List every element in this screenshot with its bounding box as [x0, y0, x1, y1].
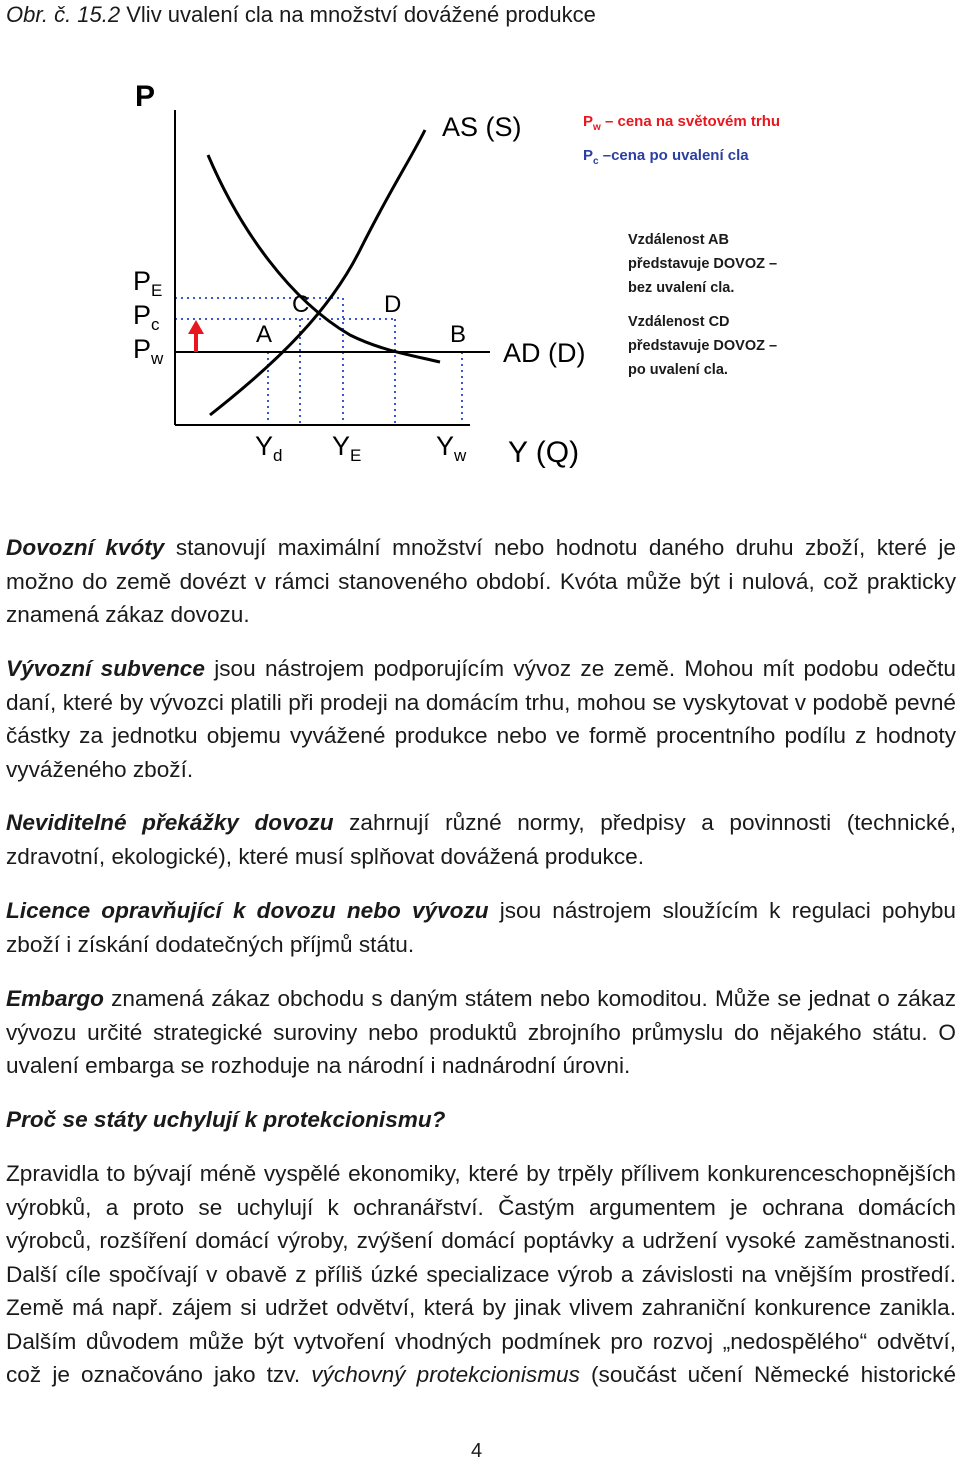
axis-p-label: P [135, 80, 156, 113]
point-a: A [256, 321, 273, 348]
text-embargo: znamená zákaz obchodu s daným státem nebo komoditou. Může se jednat o zákaz vývozu určité strategické suroviny nebo produktů zbrojního průmyslu do nějakého státu. O uvalení embarga se rozhoduje na národní i nadnárodní úrovni. [6, 986, 956, 1078]
note-ab-line-3: bez uvalení cla. [628, 280, 735, 296]
text-protectionism-tail: (součást učení Německé historické [579, 1362, 957, 1387]
supply-label: AS (S) [442, 112, 522, 142]
figure-caption [6, 2, 596, 28]
term-licences: Licence opravňující k dovozu nebo vývozu [6, 898, 489, 923]
note-ab-line-1: Vzdálenost AB [628, 232, 729, 248]
point-d: D [384, 291, 402, 318]
term-barriers: Neviditelné překážky dovozu [6, 810, 334, 835]
legend-pc: $P_c$ –cena po uvalení cla [583, 147, 749, 167]
point-c: C [292, 291, 310, 318]
yw-label: $Y_w$ [436, 431, 467, 465]
demand-curve [210, 130, 425, 415]
term-quotas: Dovozní kvóty [6, 535, 165, 560]
text-protectionism: Zpravidla to bývají méně vyspělé ekonomiky, které by trpěly přílivem konkurenceschopnějších výrobků, a proto se uchylují k ochranářství. Častým argumentem je ochrana domácích výrobců, rozšíření domácí výroby, zvýšení domácí poptávky a udržení vysoké zaměstnanosti. Další cíle spočívají v obavě z příliš úzké specializace výrob a závislosti na vnějším prostředí. Země má např. zájem si udržet odvětví, která by jinak vlivem zahraniční konkurence zanikla. Dalším důvodem může být vytvoření vhodných podmínek pro rozvoj „nedospělého“ odvětví, což je označováno jako tzv. [6, 1161, 956, 1387]
tariff-arrow [188, 320, 204, 352]
text-barriers: zahrnují různé normy, předpisy a povinnosti (technické, zdravotní, ekologické), které musí splňovat dovážená produkce. [6, 810, 956, 869]
paragraph-quotas [6, 531, 956, 632]
caption-title: Vliv uvalení cla na množství dovážené produkce [126, 2, 596, 27]
note-cd [628, 314, 777, 378]
point-b: B [450, 321, 467, 348]
caption-prefix: Obr. č. 15.2 [6, 2, 127, 27]
paragraph-embargo [6, 982, 956, 1083]
ye-label: $Y_E$ [332, 431, 362, 465]
paragraph-subsidies [6, 652, 956, 786]
section-heading [6, 1103, 956, 1137]
pe-label: $P_E$ [133, 266, 163, 300]
note-ab [628, 232, 777, 296]
term-educational-protectionism: výchovný protekcionismus [311, 1362, 580, 1387]
yd-label: $Y_d$ [255, 431, 283, 465]
note-cd-line-3: po uvalení cla. [628, 362, 728, 378]
text-licences: jsou nástrojem sloužícím k regulaci pohybu zboží i získání dodatečných příjmů státu. [6, 898, 956, 957]
pw-label: $P_w$ [133, 334, 164, 368]
heading-protectionism: Proč se státy uchylují k protekcionismu? [6, 1107, 446, 1132]
term-subsidies: Vývozní subvence [6, 656, 205, 681]
tariff-diagram [0, 60, 960, 480]
text-subsidies: jsou nástrojem podporujícím vývoz ze země. Mohou mít podobu odečtu daní, které by vývozci platili při prodeji na domácím trhu, mohou se vyskytovat v podobě pevné částky za jednotku objemu vyvážené produkce nebo ve formě procentního podílu z hodnoty vyváženého zboží. [6, 656, 956, 782]
note-cd-line-2: představuje DOVOZ – [628, 338, 778, 354]
paragraph-licences [6, 894, 956, 961]
paragraph-barriers [6, 806, 956, 873]
paragraph-protectionism [6, 1157, 956, 1392]
note-cd-line-1: Vzdálenost CD [628, 314, 730, 330]
term-embargo: Embargo [6, 986, 104, 1011]
axis-q-label: Y (Q) [508, 436, 580, 469]
text-quotas: stanovují maximální množství nebo hodnotu daného druhu zboží, které je možno do země dovézt v rámci stanoveného období. Kvóta může být i nulová, což prakticky znamená zákaz dovozu. [6, 535, 956, 627]
pc-label: $P_c$ [133, 300, 160, 334]
demand-label: AD (D) [503, 338, 586, 368]
page-number: 4 [471, 1440, 483, 1462]
supply-curve [208, 155, 440, 362]
note-ab-line-2: představuje DOVOZ – [628, 256, 778, 272]
legend-pw: $P_w$ – cena na světovém trhu [583, 113, 781, 133]
